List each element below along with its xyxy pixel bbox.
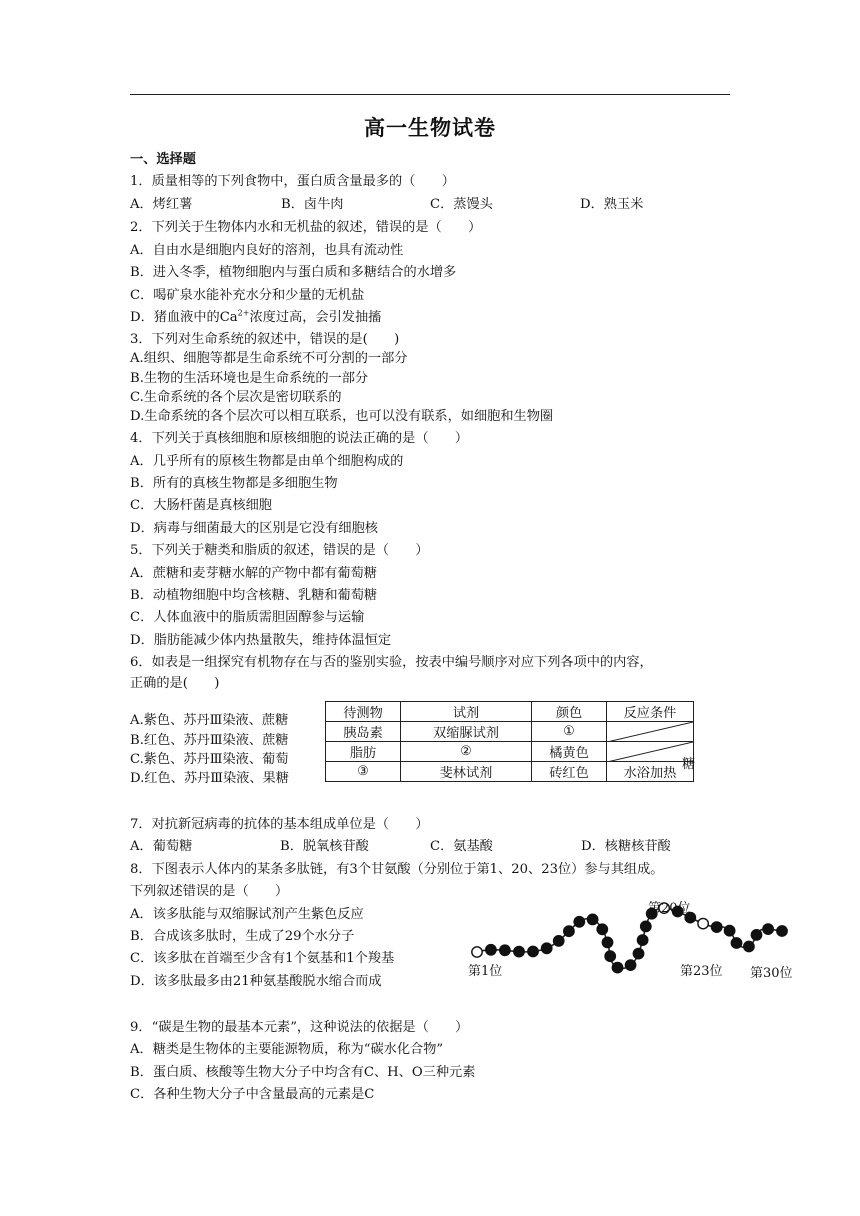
section-heading: 一、选择题: [130, 152, 196, 167]
table-cell: 双缩脲试剂: [401, 722, 532, 742]
q1-option-d: D．熟玉米: [580, 197, 644, 212]
amino-acid-residue: [514, 946, 524, 956]
q1-stem: 1．质量相等的下列食物中，蛋白质含量最多的（ ）: [130, 174, 455, 189]
table-diagonal-cell: [607, 722, 694, 742]
q5-stem: 5．下列关于糖类和脂质的叙述，错误的是（ ）: [130, 543, 429, 558]
amino-acid-residue: [777, 926, 787, 936]
q4-option-b: B．所有的真核生物都是多细胞生物: [130, 476, 338, 491]
q6-option-a: A.紫色、苏丹Ⅲ染液、蔗糖: [130, 713, 289, 728]
table-header-cell: 试剂: [401, 702, 532, 722]
amino-acid-residue: [605, 951, 615, 961]
q6-option-b: B.红色、苏丹Ⅲ染液、蔗糖: [130, 733, 289, 748]
q8-stem-line2: 下列叙述错误的是（ ）: [130, 884, 289, 899]
table-header-row: [326, 702, 694, 722]
q9-stem: 9．“碳是生物的最基本元素”，这种说法的依据是（ ）: [130, 1020, 469, 1035]
q4-option-a: A．几乎所有的原核生物都是由单个细胞构成的: [130, 454, 404, 469]
q3-option-b: B.生物的生活环境也是生命系统的一部分: [130, 371, 369, 386]
q9-option-b: B．蛋白质、核酸等生物大分子中均含有C、H、O三种元素: [130, 1065, 476, 1080]
page-title: 高一生物试卷: [364, 116, 496, 140]
q7-stem: 7．对抗新冠病毒的抗体的基本组成单位是（ ）: [130, 817, 429, 832]
amino-acid-residue: [486, 945, 496, 955]
table-header-cell: 反应条件: [607, 702, 694, 722]
table-cell: 水浴加热: [607, 762, 694, 782]
q2-option-d: [130, 309, 381, 327]
q3-option-a: A.组织、细胞等都是生命系统不可分割的一部分: [130, 351, 408, 366]
table-row: [326, 742, 694, 762]
q2-stem: 2．下列关于生物体内水和无机盐的叙述，错误的是（ ）: [130, 220, 482, 235]
reagent-table: [325, 701, 694, 782]
amino-acid-residue: [597, 924, 607, 934]
header-rule: [130, 94, 730, 95]
label-position-1: 第1位: [468, 964, 503, 979]
q2-option-c: C．喝矿泉水能补充水分和少量的无机盐: [130, 288, 365, 303]
q2-option-b: B．进入冬季，植物细胞内与蛋白质和多糖结合的水增多: [130, 265, 457, 280]
amino-acid-residue: [633, 948, 643, 958]
table-cell: 胰岛素: [326, 722, 401, 742]
q8-stem-line1: 8．下图表示人体内的某条多肽链，有3个甘氨酸（分别位于第1、20、23位）参与其组成。: [130, 862, 664, 877]
amino-acid-residue: [574, 917, 584, 927]
q1-option-c: C．蒸馒头: [430, 197, 493, 212]
q8-option-a: A．该多肽能与双缩脲试剂产生紫色反应: [130, 907, 364, 922]
q9-option-a: A．糖类是生物体的主要能源物质，称为“碳水化合物”: [130, 1042, 444, 1057]
amino-acid-residue: [731, 938, 741, 948]
label-position-23: 第23位: [680, 964, 723, 979]
amino-acid-residue: [763, 924, 773, 934]
q4-option-d: D．病毒与细菌最大的区别是它没有细胞核: [130, 521, 378, 536]
amino-acid-residue: [587, 914, 597, 924]
amino-acid-residue: [637, 935, 647, 945]
amino-acid-residue: [602, 937, 612, 947]
amino-acid-residue: [528, 946, 538, 956]
q5-option-a: A．蔗糖和麦芽糖水解的产物中都有葡萄糖: [130, 566, 377, 581]
q6-stem-line2: 正确的是( ): [130, 676, 220, 691]
q6-stem-line1: 6．如表是一组探究有机物存在与否的鉴别实验，按表中编号顺序对应下列各项中的内容，: [130, 655, 653, 670]
q4-stem: 4．下列关于真核细胞和原核细胞的说法正确的是（ ）: [130, 431, 469, 446]
q1-option-b: B．卤牛肉: [281, 197, 344, 212]
amino-acid-residue: [712, 922, 722, 932]
amino-acid-residue: [751, 930, 761, 940]
amino-acid-residue: [564, 926, 574, 936]
table-header-cell: 颜色: [532, 702, 607, 722]
q6-option-c: C.紫色、苏丹Ⅲ染液、葡萄: [130, 752, 289, 767]
amino-acid-residue: [724, 926, 734, 936]
amino-acid-residue: [641, 921, 651, 931]
table-cell: 砖红色: [532, 762, 607, 782]
label-position-30: 第30位: [750, 966, 793, 981]
q8-option-c: C．该多肽在首端至少含有1个氨基和1个羧基: [130, 951, 395, 966]
diagonal-line: [607, 722, 693, 742]
table-cell: ③: [326, 762, 401, 782]
q8-option-d: D．该多肽最多由21种氨基酸脱水缩合而成: [130, 974, 382, 989]
table-diagonal-cell: [607, 742, 694, 762]
polypeptide-chain-figure: [460, 895, 805, 990]
q8-option-b: B．合成该多肽时，生成了29个水分子: [130, 929, 355, 944]
table-cell: ②: [401, 742, 532, 762]
table-cell: 斐林试剂: [401, 762, 532, 782]
q9-option-c: C．各种生物大分子中含量最高的元素是C: [130, 1087, 375, 1102]
q5-option-d: D．脂肪能减少体内热量散失，维持体温恒定: [130, 633, 392, 648]
diagonal-line: [607, 742, 693, 762]
q3-option-d: D.生命系统的各个层次可以相互联系，也可以没有联系，如细胞和生物圈: [130, 409, 554, 424]
amino-acid-residue: [625, 960, 635, 970]
q2-option-a: A．自由水是细胞内良好的溶剂，也具有流动性: [130, 243, 404, 258]
table-cell: ①: [532, 722, 607, 742]
chain-beads: [472, 903, 787, 973]
amino-acid-residue: [744, 941, 754, 951]
table-row: [326, 762, 694, 782]
amino-acid-residue: [542, 943, 552, 953]
table-cell: 脂肪: [326, 742, 401, 762]
q2-option-d-prefix: D．猪血液中的Ca: [130, 310, 238, 325]
q2-option-d-superscript: 2+: [237, 308, 250, 318]
amino-acid-residue: [500, 945, 510, 955]
amino-acid-residue: [612, 962, 622, 972]
amino-acid-residue: [554, 936, 564, 946]
q5-option-c: C．人体血液中的脂质需胆固醇参与运输: [130, 610, 365, 625]
glycine-residue: [472, 947, 482, 957]
q3-option-c: C.生命系统的各个层次是密切联系的: [130, 390, 342, 405]
table-cell: 橘黄色: [532, 742, 607, 762]
q2-option-d-suffix: 浓度过高，会引发抽搐: [249, 310, 382, 325]
q7-option-d: D．核糖核苷酸: [581, 839, 671, 854]
q7-option-a: A．葡萄糖: [130, 839, 193, 854]
q5-option-b: B．动植物细胞中均含核糖、乳糖和葡萄糖: [130, 588, 378, 603]
q6-option-d: D.红色、苏丹Ⅲ染液、果糖: [130, 771, 289, 786]
q7-option-b: B．脱氧核苷酸: [280, 839, 369, 854]
q1-option-a: A．烤红薯: [130, 197, 193, 212]
q6-overflow-text: 糖: [682, 757, 696, 772]
q7-option-c: C．氨基酸: [430, 839, 493, 854]
label-position-20: 第20位: [648, 901, 691, 916]
q4-option-c: C．大肠杆菌是真核细胞: [130, 498, 272, 513]
glycine-residue: [698, 918, 708, 928]
table-row: [326, 722, 694, 742]
table-header-cell: 待测物: [326, 702, 401, 722]
q3-stem: 3．下列对生命系统的叙述中，错误的是( ): [130, 332, 400, 347]
